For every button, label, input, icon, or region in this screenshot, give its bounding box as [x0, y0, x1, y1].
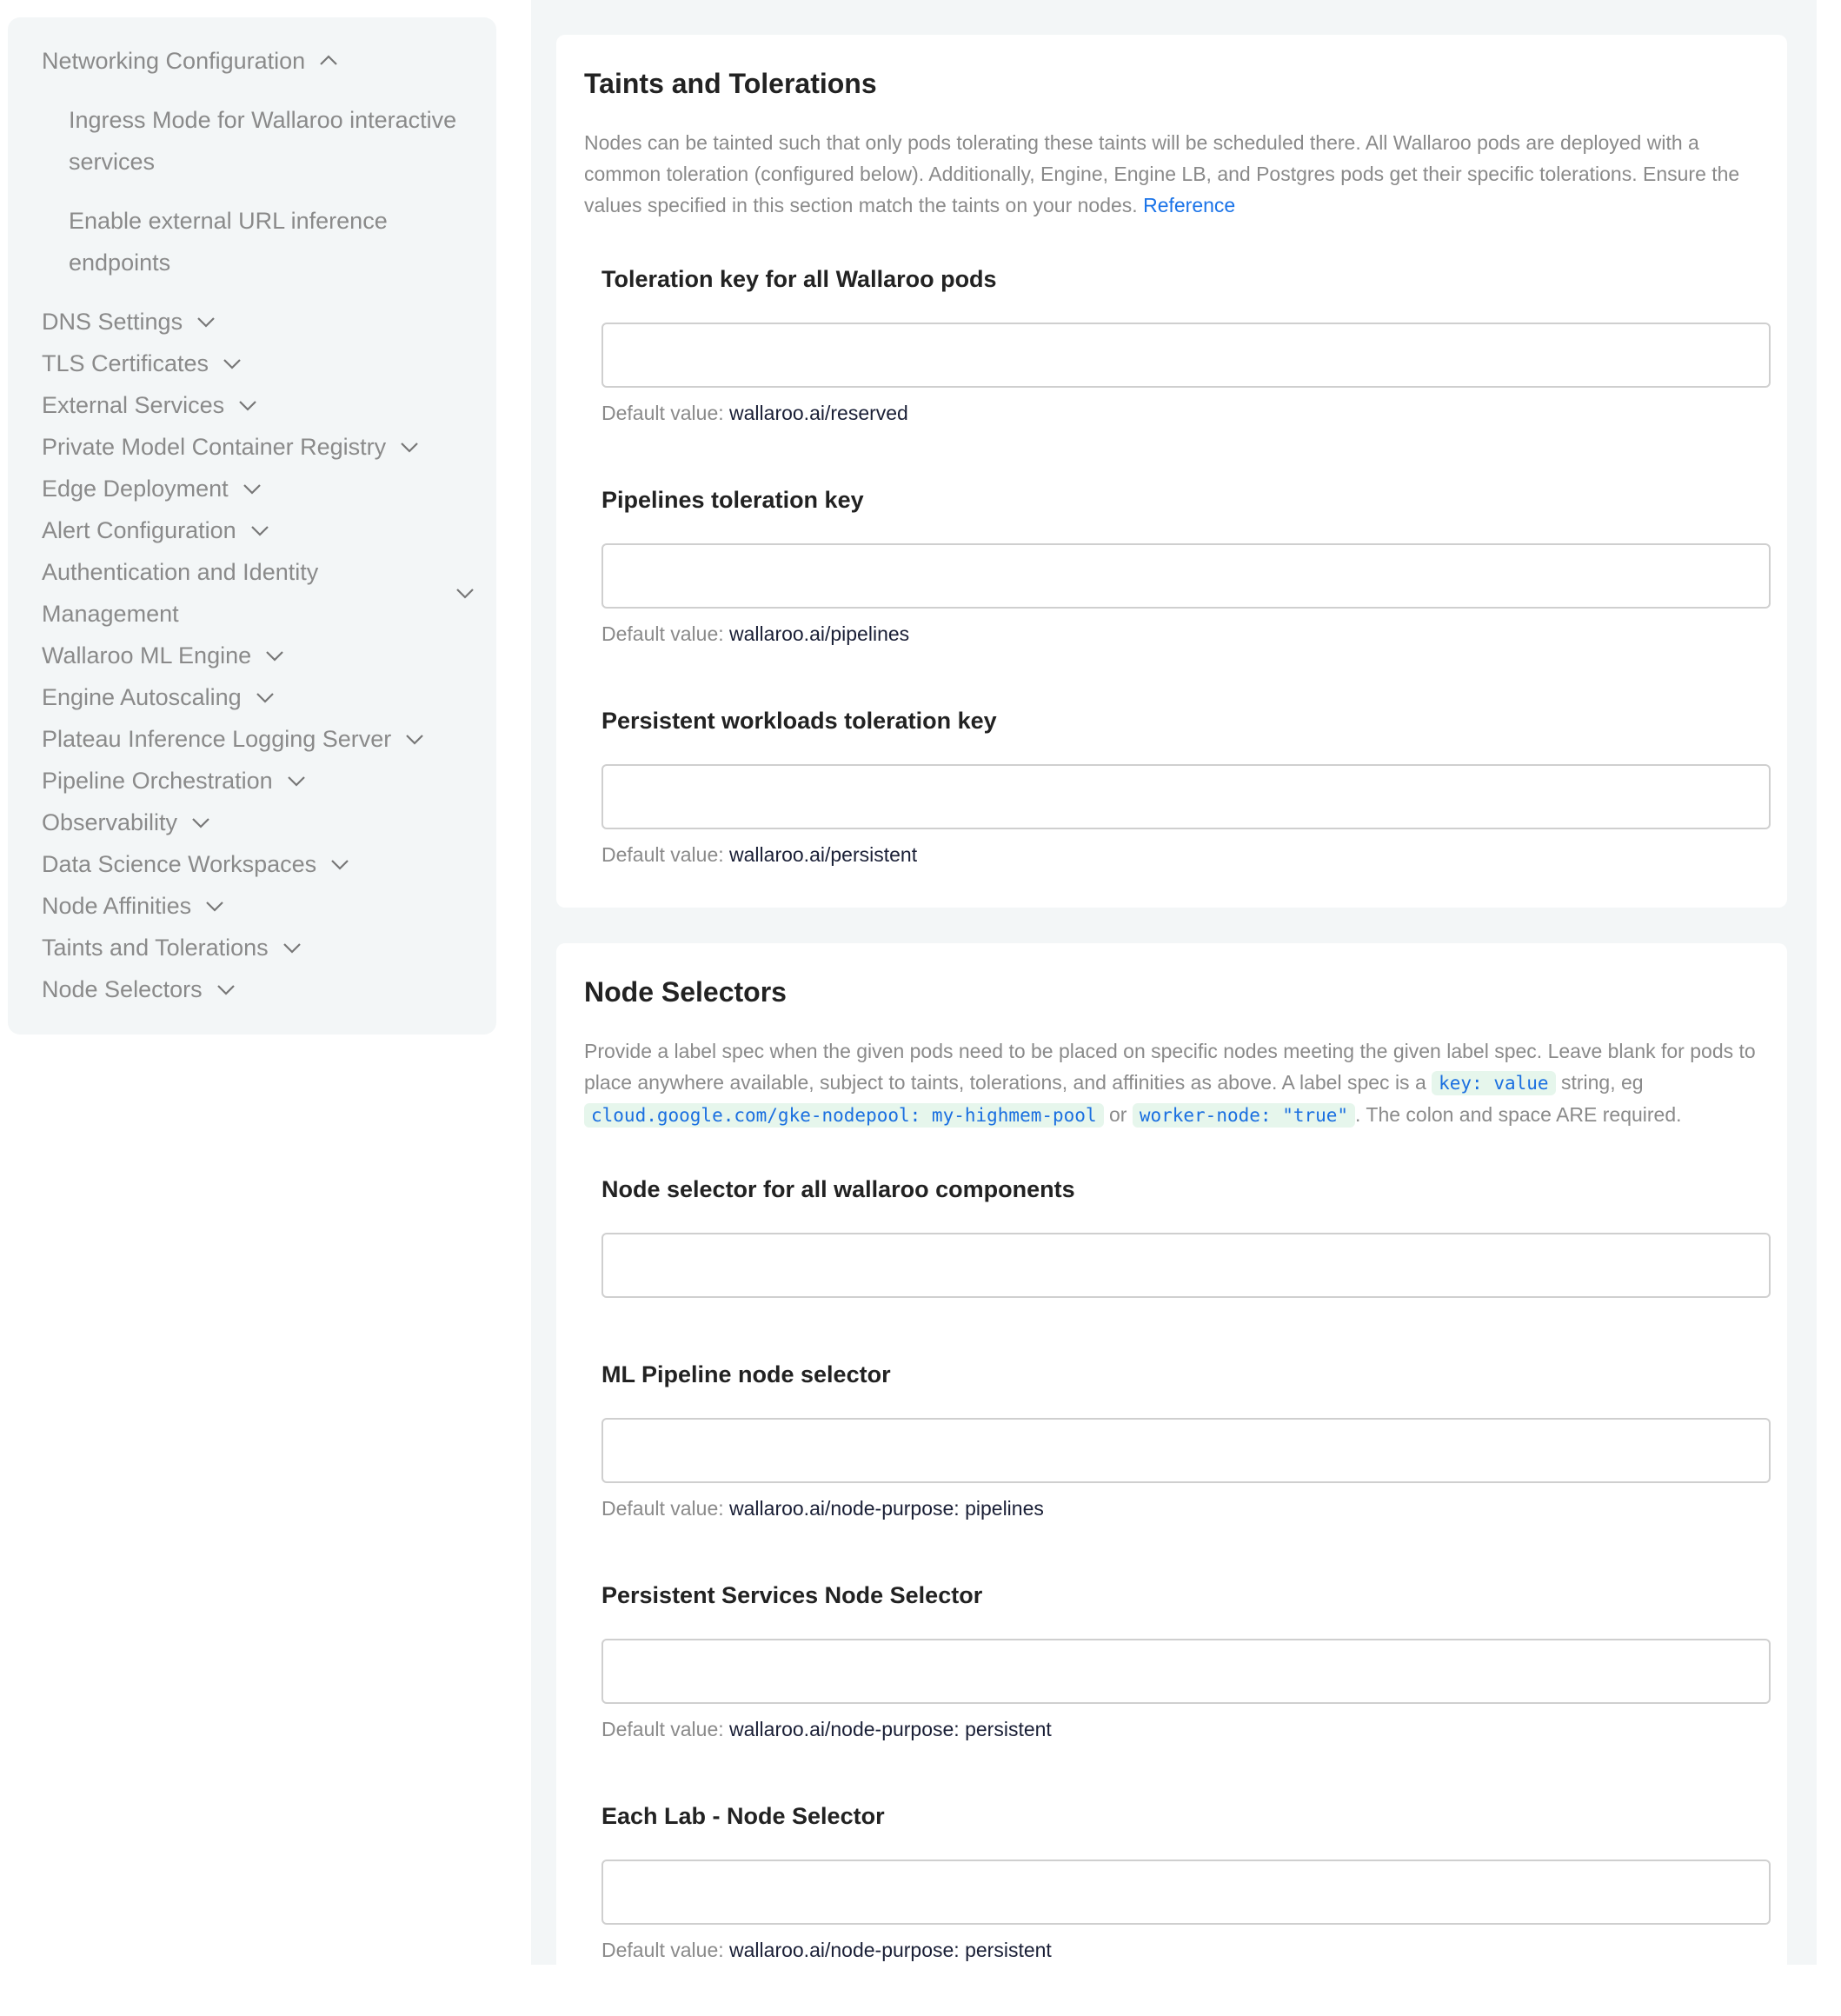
sidebar-item-external-services[interactable]: [42, 384, 496, 426]
sidebar-item-label: Alert Configuration: [42, 517, 236, 543]
sidebar-item-taints-and-tolerations[interactable]: [42, 927, 496, 968]
default-value-prefix: Default value:: [601, 843, 730, 866]
default-value-hint: [601, 1936, 1759, 1964]
default-value-prefix: Default value:: [601, 1939, 730, 1961]
sidebar-item-wallaroo-ml-engine[interactable]: [42, 635, 496, 676]
ml-pipeline-node-selector-input[interactable]: [601, 1418, 1771, 1483]
chevron-down-icon: [398, 436, 421, 458]
each-lab-node-selector-input[interactable]: [601, 1860, 1771, 1925]
default-value: wallaroo.ai/reserved: [729, 402, 908, 424]
sidebar-item-edge-deployment[interactable]: [42, 468, 496, 509]
sidebar-item-label: Node Affinities: [42, 893, 192, 919]
default-value-prefix: Default value:: [601, 1718, 730, 1740]
chevron-down-icon: [189, 811, 212, 834]
sidebar-item-pipeline-orchestration[interactable]: [42, 760, 496, 802]
field-persistent-workloads-toleration-key: [584, 705, 1759, 868]
code-snippet: cloud.google.com/gke-nodepool: my-highmem-pool: [584, 1103, 1104, 1128]
persistent-workloads-toleration-key-input[interactable]: [601, 764, 1771, 829]
section-title: Node Selectors: [584, 976, 787, 1008]
chevron-down-icon: [285, 769, 308, 792]
chevron-down-icon: [221, 352, 243, 375]
taints-tolerations-card: [556, 35, 1787, 908]
chevron-up-icon: [317, 50, 340, 72]
description-text: or: [1103, 1103, 1133, 1126]
default-value-hint: [601, 1494, 1759, 1522]
default-value: wallaroo.ai/node-purpose: pipelines: [729, 1497, 1044, 1520]
sidebar-item-label: Taints and Tolerations: [42, 935, 269, 961]
sidebar-item-label: Networking Configuration: [42, 48, 306, 74]
description-text: Provide a label spec when the given pods need to be placed on specific nodes meeting the given label spec. Leave blank for pods to place anywhere available, subject to taints, tolerations, and affinities as above. A label spec is a: [584, 1040, 1756, 1094]
sidebar-item-label: Wallaroo ML Engine: [42, 642, 252, 669]
field-label: Persistent Services Node Selector: [601, 1582, 983, 1608]
sidebar-item-dns-settings[interactable]: [42, 301, 496, 343]
sidebar-item-label: Node Selectors: [42, 976, 203, 1002]
default-value: wallaroo.ai/node-purpose: persistent: [729, 1718, 1052, 1740]
sidebar-item-label: Authentication and Identity Management: [42, 559, 319, 627]
sidebar-item-label: Edge Deployment: [42, 476, 229, 502]
field-label: Pipelines toleration key: [601, 487, 864, 513]
field-pipelines-toleration-key: [584, 484, 1759, 648]
field-node-selector-for-all-wallaroo-components: [584, 1174, 1759, 1298]
chevron-down-icon: [263, 644, 286, 667]
description-text: . The colon and space ARE required.: [1355, 1103, 1682, 1126]
field-each-lab-node-selector: [584, 1800, 1759, 1964]
default-value: wallaroo.ai/persistent: [729, 843, 918, 866]
chevron-down-icon: [203, 895, 226, 917]
chevron-down-icon: [249, 519, 271, 542]
field-label: Each Lab - Node Selector: [601, 1803, 885, 1829]
default-value-prefix: Default value:: [601, 622, 730, 645]
default-value-hint: [601, 620, 1759, 648]
default-value: wallaroo.ai/node-purpose: persistent: [729, 1939, 1052, 1961]
sidebar-item-node-affinities[interactable]: [42, 885, 496, 927]
sidebar-item-label: TLS Certificates: [42, 350, 209, 376]
chevron-down-icon: [454, 582, 476, 604]
description-text: Nodes can be tainted such that only pods tolerating these taints will be scheduled there. All Wallaroo pods are deployed with a common toleration (configured below). Additionally, Engine, Engine LB, and Postgres pods get their specific tolerations. Ensure the values specified in this section match the taints on your nodes.: [584, 131, 1740, 216]
code-snippet: worker-node: "true": [1133, 1103, 1355, 1128]
sidebar-item-authentication-and-identity-management[interactable]: [42, 551, 496, 635]
field-persistent-services-node-selector: [584, 1580, 1759, 1743]
toleration-key-for-all-wallaroo-pods-input[interactable]: [601, 323, 1771, 388]
sidebar-item-node-selectors[interactable]: [42, 968, 496, 1010]
page-edge: [1817, 0, 1841, 1965]
pipelines-toleration-key-input[interactable]: [601, 543, 1771, 609]
chevron-down-icon: [329, 853, 351, 875]
field-label: Toleration key for all Wallaroo pods: [601, 266, 997, 292]
sidebar-item-label: Pipeline Orchestration: [42, 768, 273, 794]
section-description: [584, 127, 1759, 221]
code-snippet: key: value: [1432, 1071, 1555, 1095]
default-value-hint: [601, 399, 1759, 427]
sidebar-subitem-external-url[interactable]: Enable external URL inference endpoints: [69, 208, 388, 276]
sidebar-subitem-ingress-mode[interactable]: Ingress Mode for Wallaroo interactive services: [69, 107, 457, 175]
sidebar-item-networking-configuration[interactable]: [42, 40, 496, 82]
sidebar-item-label: Data Science Workspaces: [42, 851, 317, 877]
sidebar-item-tls-certificates[interactable]: [42, 343, 496, 384]
field-toleration-key-for-all-wallaroo-pods: [584, 263, 1759, 427]
sidebar-item-label: External Services: [42, 392, 225, 418]
sidebar-item-label: DNS Settings: [42, 309, 183, 335]
chevron-down-icon: [195, 310, 217, 333]
persistent-services-node-selector-input[interactable]: [601, 1639, 1771, 1704]
section-description: [584, 1035, 1759, 1131]
field-label: ML Pipeline node selector: [601, 1361, 891, 1387]
default-value-hint: [601, 1715, 1759, 1743]
chevron-down-icon: [254, 686, 276, 709]
chevron-down-icon: [403, 728, 426, 750]
default-value-prefix: Default value:: [601, 402, 730, 424]
field-label: Node selector for all wallaroo components: [601, 1176, 1075, 1202]
sidebar-item-observability[interactable]: [42, 802, 496, 843]
node-selectors-card: [556, 943, 1787, 2016]
sidebar-item-label: Plateau Inference Logging Server: [42, 726, 392, 752]
sidebar-item-engine-autoscaling[interactable]: [42, 676, 496, 718]
sidebar-item-private-model-container-registry[interactable]: [42, 426, 496, 468]
sidebar-item-alert-configuration[interactable]: [42, 509, 496, 551]
description-text: string, eg: [1555, 1071, 1644, 1094]
sidebar-item-data-science-workspaces[interactable]: [42, 843, 496, 885]
sidebar-item-label: Private Model Container Registry: [42, 434, 387, 460]
default-value-hint: [601, 841, 1759, 868]
section-title: Taints and Tolerations: [584, 68, 877, 99]
default-value: wallaroo.ai/pipelines: [729, 622, 910, 645]
chevron-down-icon: [281, 936, 303, 959]
field-ml-pipeline-node-selector: [584, 1359, 1759, 1522]
field-label: Persistent workloads toleration key: [601, 708, 997, 734]
node-selector-for-all-wallaroo-components-input[interactable]: [601, 1233, 1771, 1298]
sidebar-nav: [8, 17, 496, 1035]
default-value-prefix: Default value:: [601, 1497, 730, 1520]
reference-link[interactable]: Reference: [1143, 194, 1236, 216]
sidebar-item-label: Observability: [42, 809, 178, 835]
sidebar-item-plateau-inference-logging-server[interactable]: [42, 718, 496, 760]
sidebar-item-label: Engine Autoscaling: [42, 684, 242, 710]
chevron-down-icon: [236, 394, 259, 416]
chevron-down-icon: [215, 978, 237, 1001]
chevron-down-icon: [241, 477, 263, 500]
main-content: [531, 0, 1817, 1965]
